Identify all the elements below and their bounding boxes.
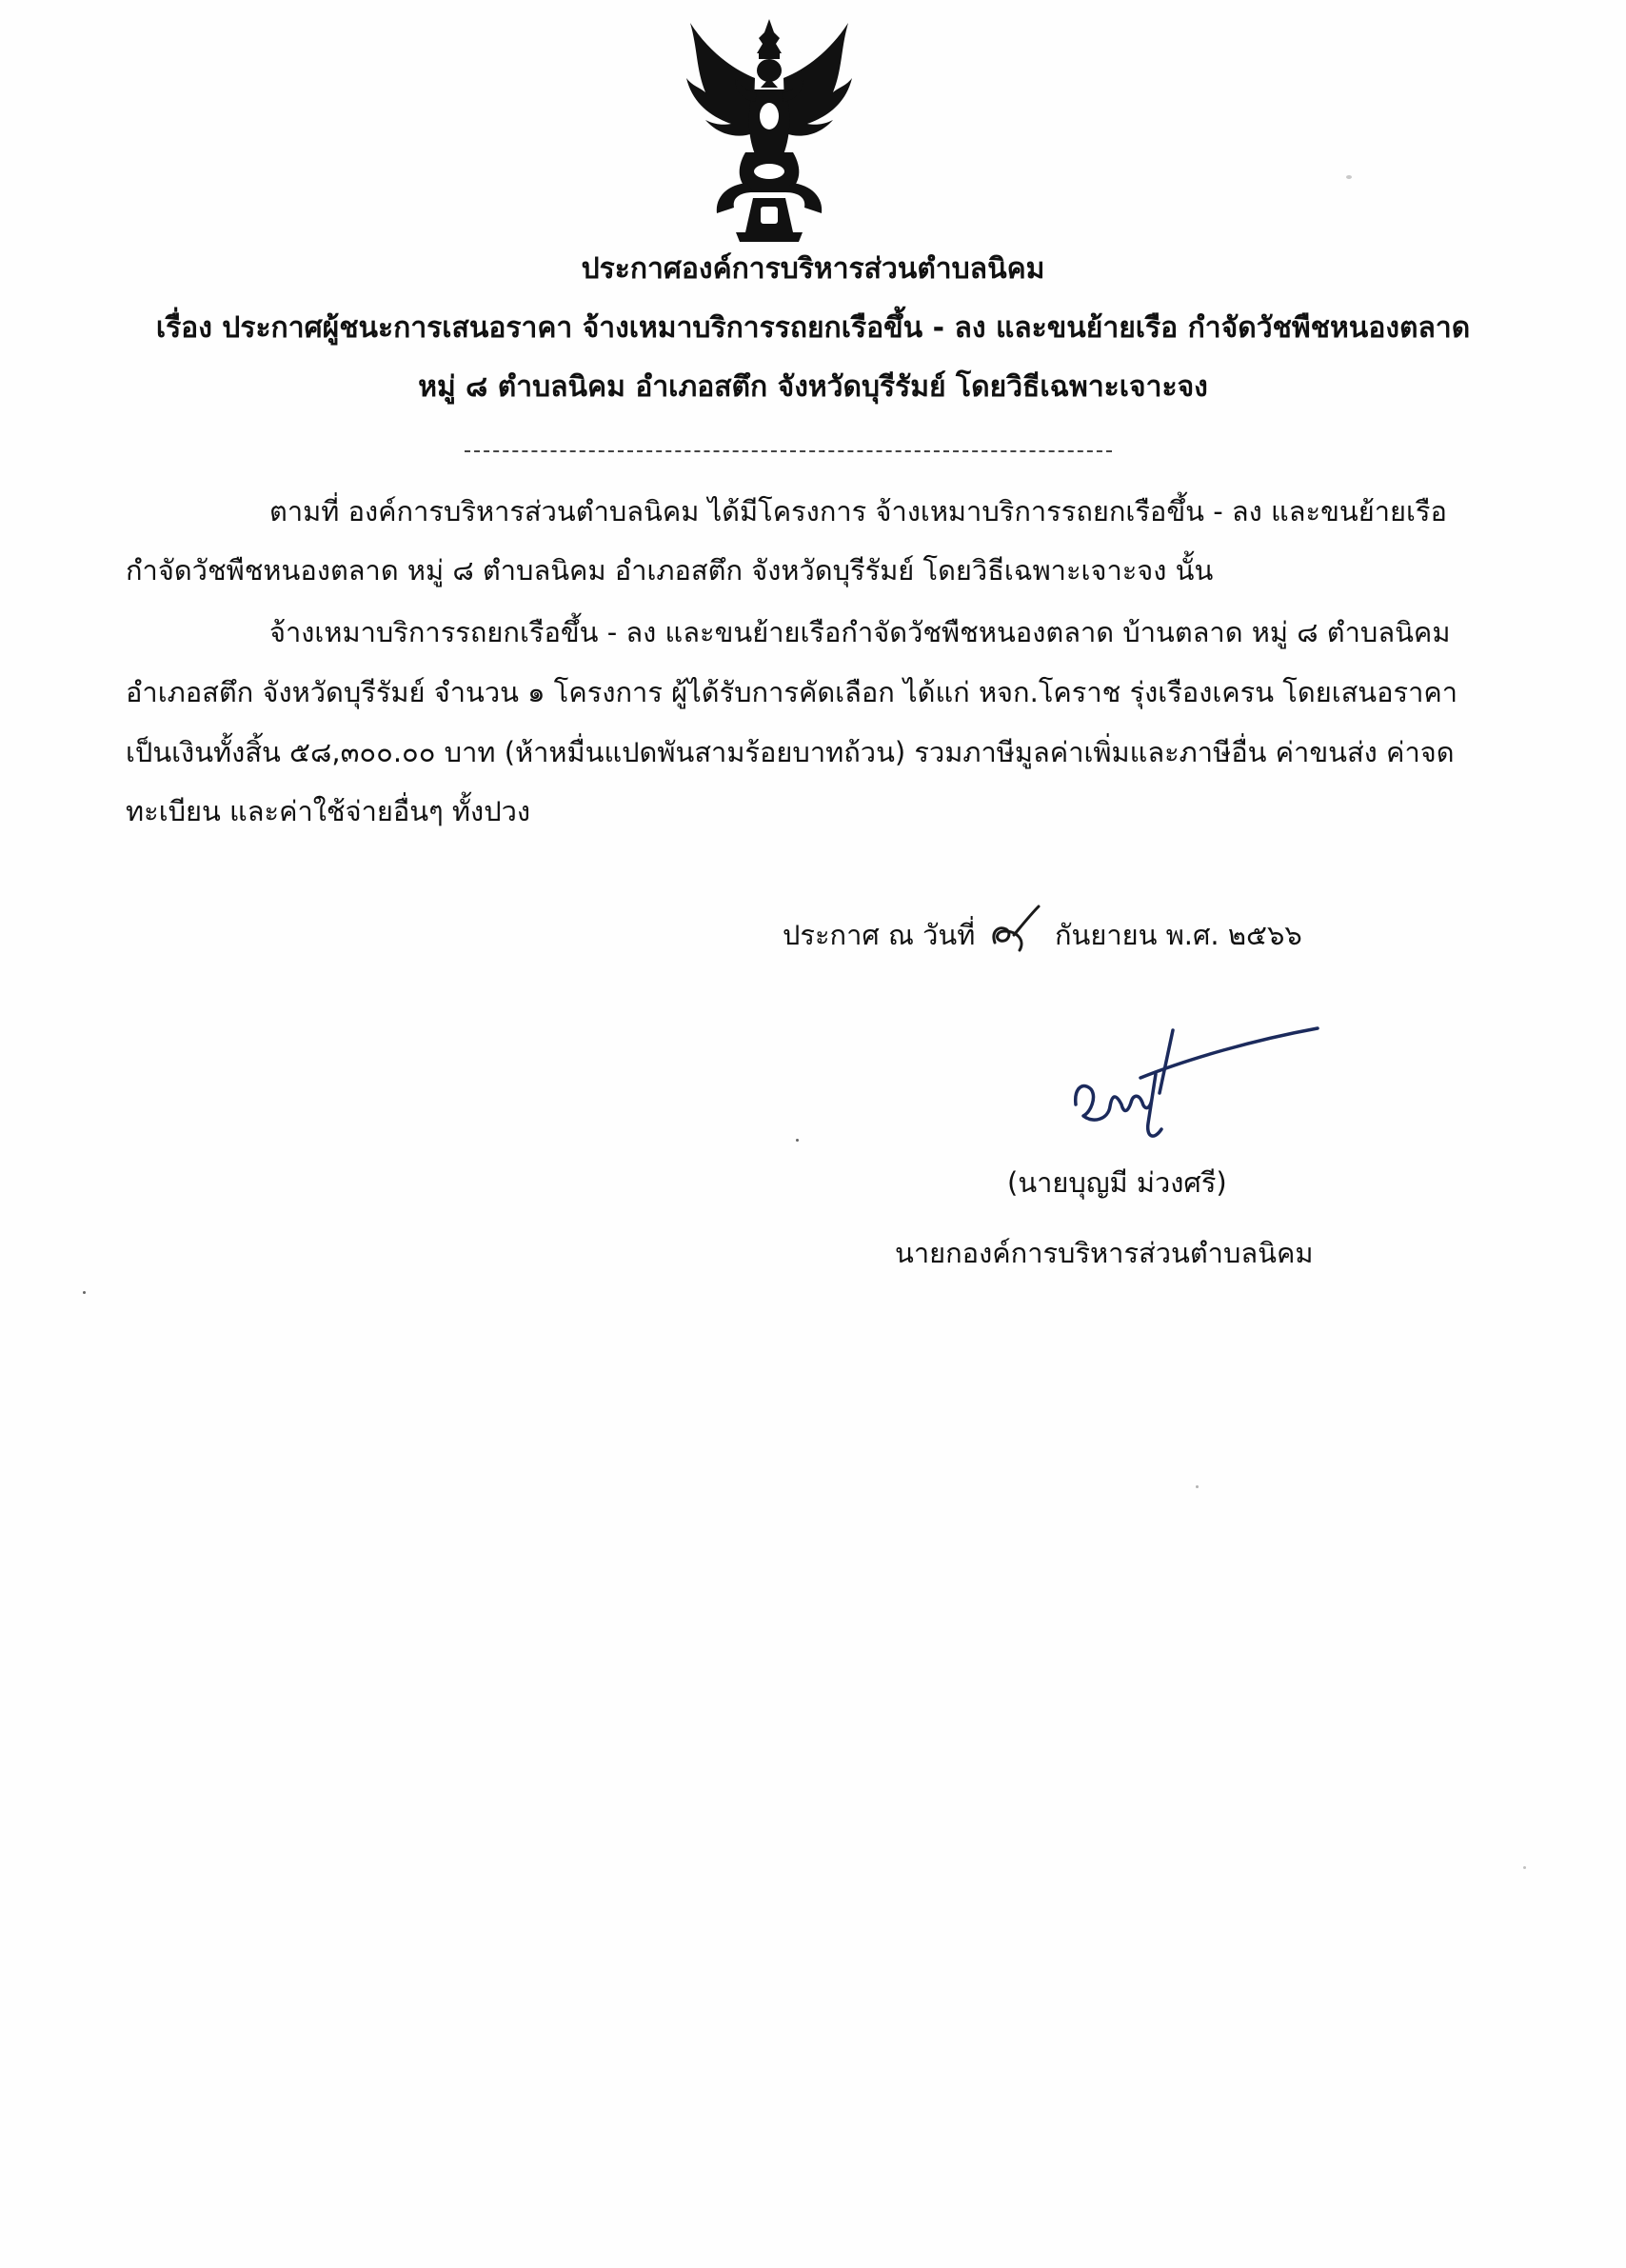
announcement-subject-continued: หมู่ ๘ ตำบลนิคม อำเภอสตึก จังหวัดบุรีรัมย์ โดยวิธีเฉพาะเจาะจง — [418, 370, 1208, 404]
signer-name: (นายบุญมี ม่วงศรี) — [1007, 1166, 1227, 1199]
scan-speck — [1196, 1485, 1199, 1488]
scan-speck — [83, 1291, 86, 1294]
signer-position: นายกองค์การบริหารส่วนตำบลนิคม — [895, 1237, 1314, 1269]
paragraph-2-line-1: จ้างเหมาบริการรถยกเรือขึ้น - ลง และขนย้ายเรือกำจัดวัชพืชหนองตลาด บ้านตลาด หมู่ ๘ ตำบลนิคม — [269, 616, 1451, 648]
handwritten-signature — [1055, 1017, 1321, 1150]
paragraph-1-line-1: ตามที่ องค์การบริหารส่วนตำบลนิคม ได้มีโครงการ จ้างเหมาบริการรถยกเรือขึ้น - ลง และขนย้ายเรือ — [269, 495, 1447, 527]
paragraph-2-line-3: เป็นเงินทั้งสิ้น ๕๘,๓๐๐.๐๐ บาท (ห้าหมื่นแปดพันสามร้อยบาทถ้วน) รวมภาษีมูลค่าเพิ่มและภาษีอื่น ค่าขนส่ง ค่าจด — [126, 736, 1455, 768]
announcement-subject: เรื่อง ประกาศผู้ชนะการเสนอราคา จ้างเหมาบริการรถยกเรือขึ้น - ลง และขนย้ายเรือ กำจัดวัชพืชหนองตลาด — [155, 311, 1471, 345]
handwritten-day — [985, 903, 1042, 958]
header-divider — [465, 450, 1112, 452]
scan-speck — [1346, 175, 1352, 179]
paragraph-1-line-2: กำจัดวัชพืชหนองตลาด หมู่ ๘ ตำบลนิคม อำเภอสตึก จังหวัดบุรีรัมย์ โดยวิธีเฉพาะเจาะจง นั้น — [126, 554, 1214, 587]
paragraph-2-line-4: ทะเบียน และค่าใช้จ่ายอื่นๆ ทั้งปวง — [126, 795, 531, 827]
announcement-date-prefix: ประกาศ ณ วันที่ — [783, 919, 976, 951]
paragraph-2-line-2: อำเภอสตึก จังหวัดบุรีรัมย์ จำนวน ๑ โครงการ ผู้ได้รับการคัดเลือก ได้แก่ หจก.โคราช รุ่งเรืองเครน โดยเสนอราคา — [126, 676, 1458, 708]
scan-speck — [1523, 1866, 1526, 1869]
announcement-title: ประกาศองค์การบริหารส่วนตำบลนิคม — [581, 252, 1045, 286]
garuda-emblem-icon — [679, 11, 860, 245]
scan-speck — [796, 1139, 799, 1142]
announcement-date-month-year: กันยายน พ.ศ. ๒๕๖๖ — [1055, 919, 1302, 951]
